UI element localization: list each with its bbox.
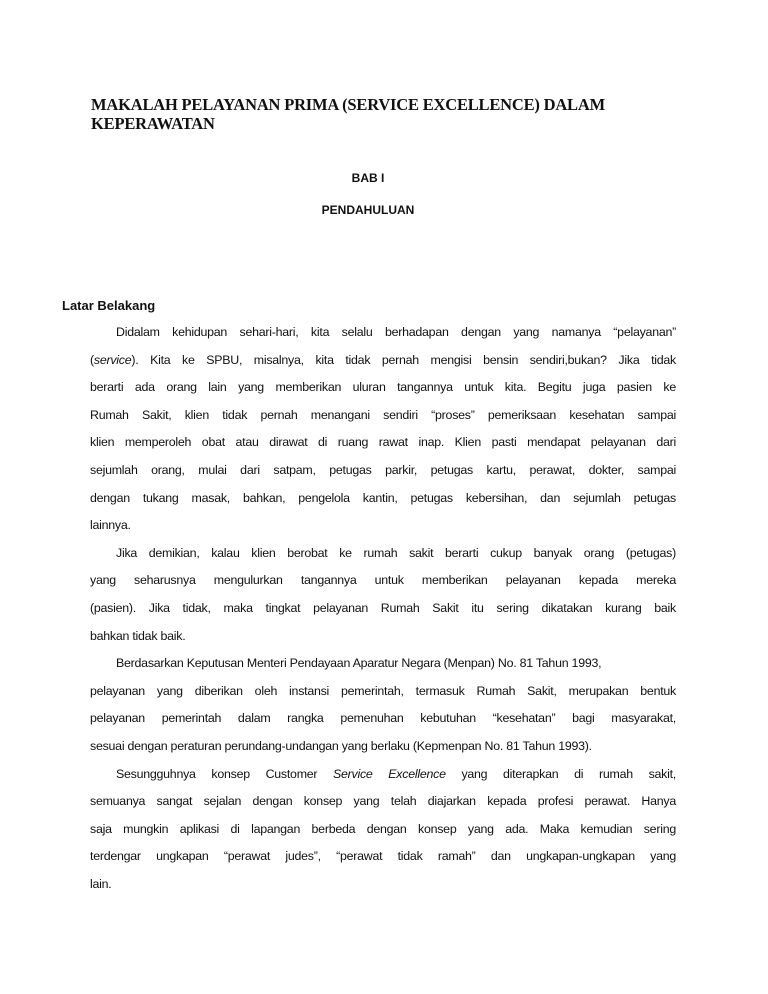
italic-term: service	[93, 352, 132, 367]
text-line: sesuai dengan peraturan perundang-undangan yang berlaku (Kepmenpan No. 81 Tahun 1993).	[90, 738, 592, 753]
paragraph	[90, 650, 676, 760]
italic-term: Service Excellence	[333, 766, 446, 781]
text-line: dengan tukang masak, bahkan, pengelola kantin, petugas kebersihan, dan sejumlah petugas	[90, 490, 676, 505]
text-span: yang diterapkan di rumah sakit,	[445, 766, 676, 781]
title-line: MAKALAH PELAYANAN PRIMA (SERVICE EXCELLENCE) DALAM	[91, 95, 605, 114]
chapter-number: BAB I	[351, 171, 385, 185]
text-line: berarti ada orang lain yang memberikan uluran tangannya untuk kita. Begitu juga pasien ke	[90, 380, 676, 395]
paragraph	[90, 319, 676, 540]
text-line: Rumah Sakit, klien tidak pernah menangani sendiri “proses” pemeriksaan kesehatan sampai	[90, 407, 676, 422]
text-line: saja mungkin aplikasi di lapangan berbeda dengan konsep yang ada. Maka kemudian sering	[90, 821, 676, 836]
text-line: lain.	[90, 876, 112, 891]
text-line: Berdasarkan Keputusan Menteri Pendayaan Aparatur Negara (Menpan) No. 81 Tahun 1993,	[116, 656, 602, 671]
text-line: pelayanan pemerintah dalam rangka pemenuhan kebutuhan “kesehatan” bagi masyarakat,	[90, 711, 676, 726]
text-line: semuanya sangat sejalan dengan konsep yang telah diajarkan kepada profesi perawat. Hanya	[90, 794, 676, 809]
text-line: pelayanan yang diberikan oleh instansi pemerintah, termasuk Rumah Sakit, merupakan bentuk	[90, 683, 676, 698]
text-line: Didalam kehidupan sehari-hari, kita selalu berhadapan dengan yang namanya “pelayanan”	[116, 325, 676, 339]
document-title	[91, 95, 605, 133]
text-span: Sesungguhnya konsep Customer	[116, 766, 333, 781]
paragraph	[90, 540, 676, 650]
text-line: sejumlah orang, mulai dari satpam, petugas parkir, petugas kartu, perawat, dokter, sampai	[90, 462, 676, 477]
text-line: Jika demikian, kalau klien berobat ke rumah sakit berarti cukup banyak orang (petugas)	[116, 545, 676, 560]
text-span: ). Kita ke SPBU, misalnya, kita tidak pernah mengisi bensin sendiri,bukan? Jika tidak	[131, 352, 676, 367]
text-line: lainnya.	[90, 518, 131, 533]
text-line: terdengar ungkapan “perawat judes”, “perawat tidak ramah” dan ungkapan-ungkapan yang	[90, 849, 676, 864]
text-line	[90, 761, 676, 789]
text-line: klien memperoleh obat atau dirawat di ruang rawat inap. Klien pasti mendapat pelayanan dari	[90, 435, 676, 450]
body-text	[90, 319, 676, 898]
text-line	[90, 347, 676, 375]
paragraph	[90, 761, 676, 899]
chapter-title: PENDAHULUAN	[321, 203, 415, 217]
text-line: yang seharusnya mengulurkan tangannya untuk memberikan pelayanan kepada mereka	[90, 573, 676, 588]
title-line: KEPERAWATAN	[91, 114, 215, 133]
text-line: (pasien). Jika tidak, maka tingkat pelayanan Rumah Sakit itu sering dikatakan kurang baik	[90, 600, 676, 615]
section-heading: Latar Belakang	[62, 298, 156, 313]
text-span: (	[90, 352, 94, 367]
text-line: bahkan tidak baik.	[90, 628, 186, 643]
